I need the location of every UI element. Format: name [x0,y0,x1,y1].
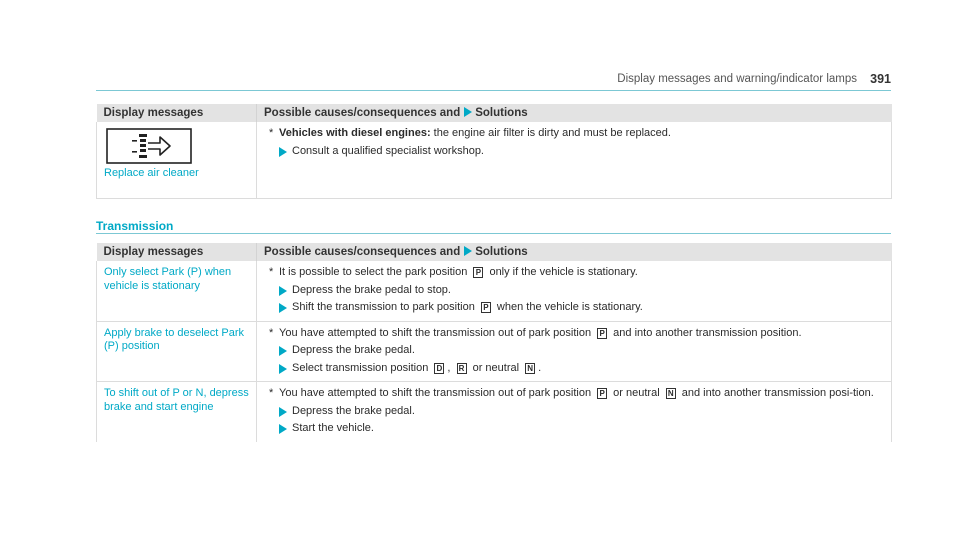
separator: , [447,361,454,374]
section-title [96,220,891,234]
message-cell [97,321,257,382]
asterisk: * [269,127,274,139]
arrow-icon [279,424,287,434]
cause-text [264,266,884,280]
cause-text [264,327,884,341]
column-header-causes [257,104,892,122]
solution-step [264,422,884,436]
step-text: when the vehicle is stationary. [493,301,643,313]
step-text: Consult a qualified specialist workshop. [292,144,484,157]
message-text: Replace air cleaner [104,167,199,179]
message-text: To shift out of P or N, depress brake and start engine [104,387,249,413]
table-row [97,261,892,321]
cause-cell [257,321,892,382]
cause-part: You have attempted to shift the transmission out of park position [279,387,595,399]
step-text: Select transmission position [292,361,432,374]
cause-text [264,127,884,141]
step-text: Depress the brake pedal. [292,344,415,356]
step-text: . [538,361,542,374]
table-row [97,321,892,382]
cause-cell [257,122,892,198]
neutral-key-icon: N [525,363,535,374]
cause-part: It is possible to select the park position [279,266,471,278]
solutions-label: Solutions [475,246,528,258]
table-header-row [97,104,892,122]
column-header-causes [257,243,892,261]
asterisk: * [269,387,274,399]
cause-part: You have attempted to shift the transmission out of park position [279,326,595,339]
arrow-icon [464,246,472,256]
arrow-icon [279,147,287,157]
message-text: Apply brake to deselect Park (P) position [104,326,245,352]
table-row [97,122,892,198]
asterisk: * [269,326,274,339]
message-cell [97,382,257,442]
step-text: Shift the transmission to park position [292,301,478,313]
park-key-icon: P [473,267,483,278]
column-header-messages: Display messages [97,104,257,122]
cause-part: and into another transmission posi-tion. [678,387,874,399]
message-cell [97,122,257,198]
cause-cell [257,382,892,442]
solutions-label: Solutions [475,107,528,119]
running-title: Display messages and warning/indicator lamps [617,73,857,85]
air-filter-icon [106,128,192,164]
arrow-icon [279,303,287,313]
message-cell [97,261,257,321]
solution-step [264,145,884,159]
page-header [96,72,891,91]
table-header-row [97,243,892,261]
cause-part: and into another transmission position. [610,326,802,339]
cause-part: only if the vehicle is stationary. [486,266,638,278]
arrow-icon [279,286,287,296]
causes-label: Possible causes/consequences and [264,246,461,258]
park-key-icon: P [597,328,607,339]
step-text: Depress the brake pedal to stop. [292,283,451,296]
step-text: Depress the brake pedal. [292,404,415,417]
solution-step [264,405,884,419]
arrow-icon [464,107,472,117]
solution-step [264,284,884,298]
arrow-icon [279,346,287,356]
step-text: or neutral [469,361,523,374]
cause-description: the engine air filter is dirty and must be replaced. [430,127,671,139]
solution-step [264,362,884,376]
step-text: Start the vehicle. [292,422,374,434]
cause-condition: Vehicles with diesel engines: [279,127,431,139]
section-title-text: Transmission [96,219,174,233]
transmission-table [96,243,892,442]
drive-key-icon: D [434,363,444,374]
column-header-messages: Display messages [97,243,257,261]
table-row [97,382,892,442]
solution-step [264,301,884,315]
cause-text [264,387,884,401]
message-text: Only select Park (P) when vehicle is stationary [104,266,232,292]
air-cleaner-table [96,104,892,199]
page-number: 391 [870,72,891,86]
park-key-icon: P [597,388,607,399]
cause-part: or neutral [610,387,663,399]
solution-step [264,344,884,358]
asterisk: * [269,266,274,278]
cause-cell [257,261,892,321]
reverse-key-icon: R [457,363,467,374]
causes-label: Possible causes/consequences and [264,107,461,119]
park-key-icon: P [481,302,491,313]
neutral-key-icon: N [666,388,676,399]
arrow-icon [279,407,287,417]
arrow-icon [279,364,287,374]
